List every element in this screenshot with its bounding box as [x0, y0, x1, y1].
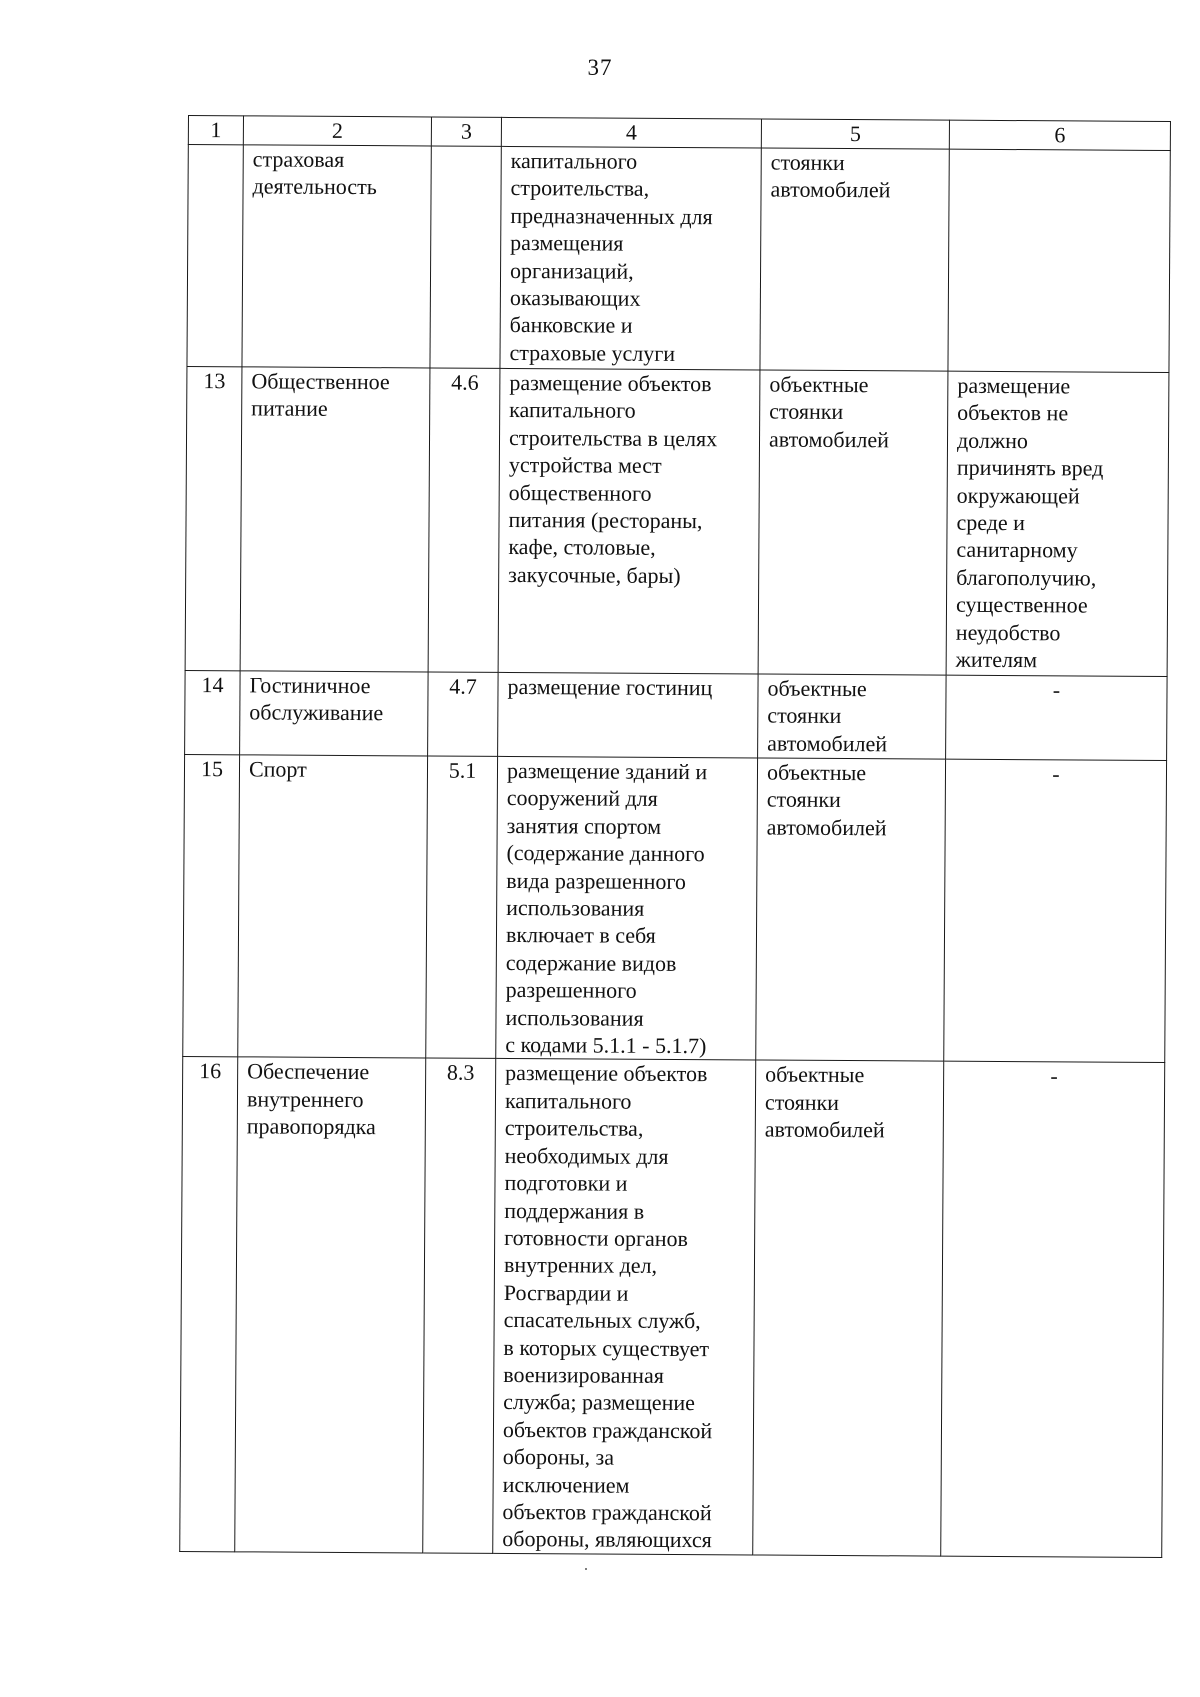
land-use-table-wrapper — [179, 115, 1170, 1558]
table-row — [180, 1057, 1165, 1557]
use-limits — [946, 371, 1169, 676]
column-header: 1 — [188, 116, 243, 145]
use-type-description — [498, 672, 759, 758]
row-number: 14 — [185, 670, 241, 754]
use-type-description-text: размещение зданий и сооружений для занятия спортом (содержание данного вида разрешенного использования включает в себя содержание видов разрешенного использования с кодами 5.1.1 - 5.1.7) — [505, 757, 708, 1059]
use-type-description-text: размещение объектов капитального строительства в целях устройства мест общественного питания (рестораны, кафе, столовые, закусочные, бары) — [508, 369, 718, 588]
column-header: 3 — [431, 117, 501, 146]
use-type-name-text: Обеспечение внутреннего правопорядка — [246, 1058, 376, 1140]
use-type-name — [238, 755, 428, 1059]
column-header: 5 — [761, 119, 949, 149]
use-type-name-text: Спорт — [248, 756, 307, 782]
parking-requirement — [758, 370, 948, 675]
parking-requirement — [756, 758, 946, 1062]
use-limits — [941, 1062, 1165, 1558]
row-number: 16 — [180, 1057, 238, 1552]
use-type-description — [496, 756, 758, 1060]
parking-requirement — [760, 148, 949, 371]
page-number: 37 — [587, 55, 613, 80]
use-limits — [946, 675, 1168, 760]
column-header: 2 — [243, 116, 431, 146]
use-type-description-text: размещение объектов капитального строительства, необходимых для подготовки и поддержания в готовности органов внутренних дел, Росгвардии и спасательных служб, в которых существует военизированная служба; размещение объектов гражданской обороны, за исключением объектов гражданской обороны, являющихся — [502, 1060, 713, 1553]
row-number: 13 — [185, 366, 242, 670]
parking-requirement-text: стоянки автомобилей — [770, 149, 891, 203]
use-limits-text — [959, 150, 1161, 151]
land-use-table — [179, 115, 1171, 1558]
use-type-description — [493, 1059, 756, 1555]
use-limits — [948, 149, 1170, 372]
use-limits-text: размещение объектов не должно причинять вред окружающей среде и санитарному благополучию, существенное неудобство жителям — [955, 372, 1104, 673]
use-type-name — [242, 145, 431, 368]
parking-requirement — [753, 1060, 944, 1555]
parking-requirement-text: объектные стоянки автомобилей — [766, 759, 887, 841]
use-type-name-text: Общественное питание — [251, 368, 390, 422]
use-type-description-text: капитального строительства, предназначенных для размещения организаций, оказывающих банковские и страховые услуги — [509, 147, 713, 366]
use-type-code: 4.7 — [428, 672, 499, 756]
row-number — [187, 145, 243, 367]
use-type-code: 4.6 — [428, 368, 500, 672]
use-type-code: 5.1 — [426, 756, 498, 1059]
use-type-description — [500, 146, 761, 370]
use-limits-text: - — [1050, 1063, 1058, 1089]
parking-requirement-text: объектные стоянки автомобилей — [768, 371, 890, 453]
use-type-name — [235, 1057, 426, 1552]
use-type-name — [240, 367, 430, 672]
use-type-code — [430, 146, 501, 368]
use-type-name-text: страховая деятельность — [252, 146, 377, 200]
parking-requirement-text: объектные стоянки автомобилей — [764, 1062, 885, 1143]
use-limits-text: - — [1052, 677, 1061, 703]
row-number: 15 — [183, 754, 240, 1057]
column-header: 6 — [949, 120, 1170, 150]
use-type-description-text: размещение гостиниц — [507, 673, 713, 701]
column-header: 4 — [501, 117, 761, 148]
table-row — [185, 366, 1169, 676]
table-row — [187, 145, 1170, 373]
table-row — [185, 670, 1167, 760]
table-row — [183, 754, 1167, 1062]
use-type-name — [240, 671, 429, 756]
parking-requirement — [758, 674, 947, 759]
use-type-description — [498, 368, 760, 674]
use-limits — [944, 759, 1167, 1063]
parking-requirement-text: объектные стоянки автомобилей — [767, 675, 888, 757]
use-limits-text: - — [1052, 761, 1060, 787]
use-type-code: 8.3 — [423, 1058, 496, 1553]
use-type-name-text: Гостиничное обслуживание — [249, 672, 384, 726]
scan-speck — [585, 1568, 587, 1570]
